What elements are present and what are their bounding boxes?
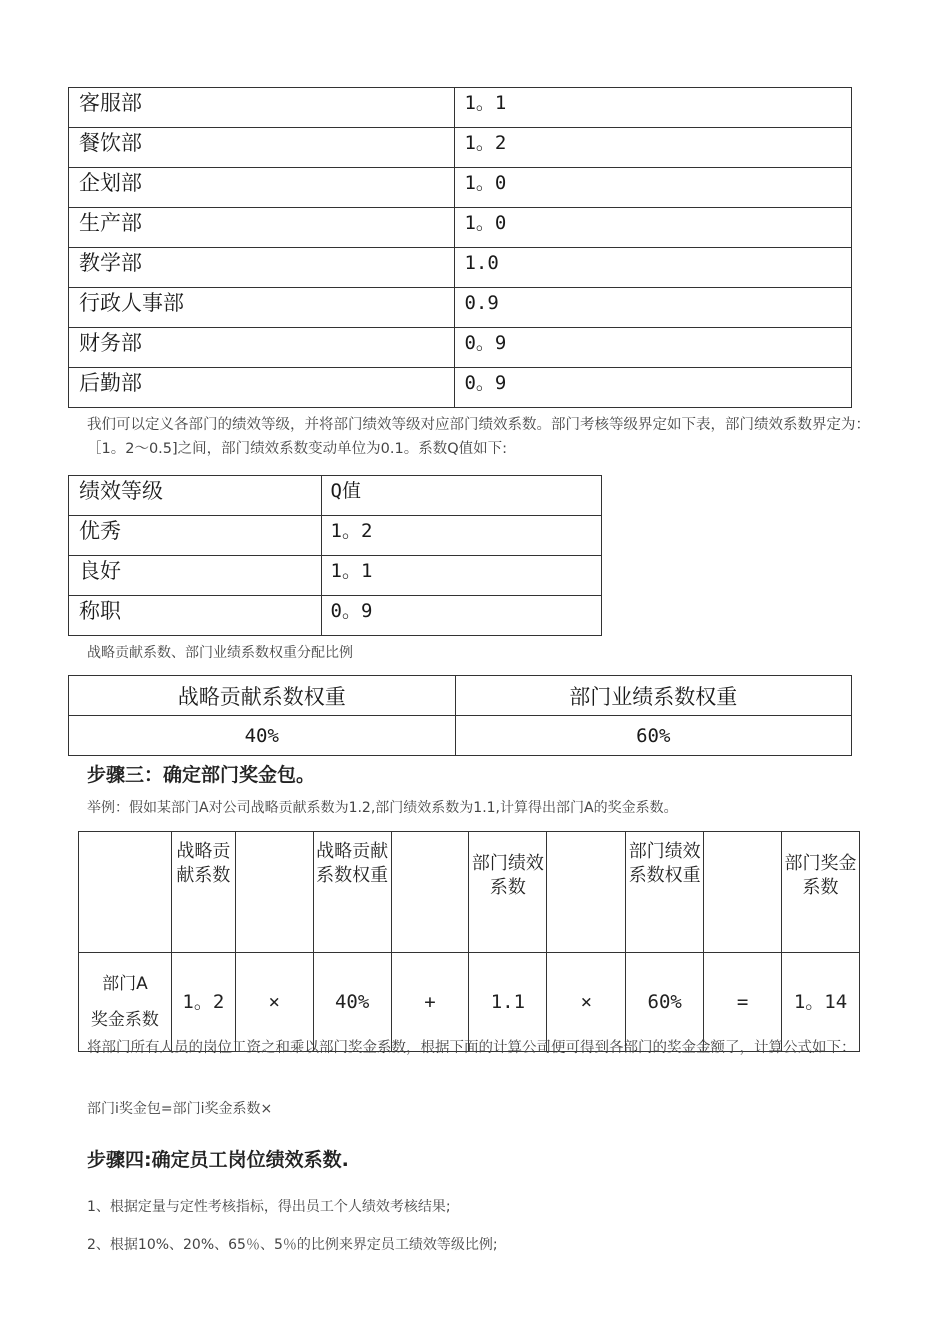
example-text: 举例：假如某部门A对公司战略贡献系数为1.2,部门绩效系数为1.1,计算得出部门A的奖金系数。 — [87, 800, 678, 816]
dept-name-cell: 企划部 — [69, 168, 455, 208]
dept-coef-cell: 1。0 — [455, 168, 852, 208]
dept-coef-cell: 1。1 — [455, 88, 852, 128]
grade-row — [69, 516, 602, 556]
step4-item-2: 2、根据10%、20%、65％、5％的比例来界定员工绩效等级比例; — [87, 1237, 498, 1253]
grade-q-cell: 0。9 — [321, 596, 601, 636]
calc-header-cell — [391, 832, 469, 953]
calc-header-cell — [79, 832, 172, 953]
calc-value-cell: × — [547, 953, 626, 1052]
dept-coefficient-table — [68, 87, 852, 408]
dept-coef-cell: 0.9 — [455, 288, 852, 328]
dept-name-cell: 后勤部 — [69, 368, 455, 408]
step3-heading: 步骤三：确定部门奖金包。 — [87, 764, 316, 786]
grade-row — [69, 556, 602, 596]
calc-header-row — [79, 832, 860, 953]
weight-value-performance: 60% — [455, 716, 852, 756]
grade-name-cell: 良好 — [69, 556, 322, 596]
dept-row — [69, 168, 852, 208]
weight-value-strategy: 40% — [69, 716, 456, 756]
dept-row — [69, 208, 852, 248]
dept-name-cell: 客服部 — [69, 88, 455, 128]
calc-header-cell: 部门奖金系数 — [782, 832, 860, 953]
dept-row — [69, 368, 852, 408]
dept-row — [69, 328, 852, 368]
bonus-formula-intro: 将部门所有人员的岗位工资之和乘以部门奖金系数，根据下面的计算公司便可得到各部门的奖金金额了，计算公式如下： — [87, 1040, 856, 1056]
dept-name-cell: 教学部 — [69, 248, 455, 288]
grade-name-cell: 称职 — [69, 596, 322, 636]
dept-coef-cell: 1。0 — [455, 208, 852, 248]
grade-header-cell: Q值 — [321, 476, 601, 516]
calc-value-cell: × — [235, 953, 313, 1052]
bonus-calculation-table — [78, 831, 860, 1052]
dept-coef-cell: 1。2 — [455, 128, 852, 168]
grade-header-row — [69, 476, 602, 516]
grade-row — [69, 596, 602, 636]
calc-value-cell: 60% — [626, 953, 704, 1052]
step4-heading: 步骤四:确定员工岗位绩效系数. — [87, 1149, 349, 1171]
bonus-formula: 部门i奖金包=部门i奖金系数× — [87, 1101, 273, 1117]
weight-header-strategy: 战略贡献系数权重 — [69, 676, 456, 716]
calc-header-cell: 战略贡献系数权重 — [313, 832, 391, 953]
dept-name-cell: 行政人事部 — [69, 288, 455, 328]
dept-row — [69, 128, 852, 168]
calc-value-cell: 1。14 — [782, 953, 860, 1052]
calc-value-cell: = — [704, 953, 782, 1052]
grade-q-table — [68, 475, 602, 636]
dept-name-cell: 餐饮部 — [69, 128, 455, 168]
dept-coef-cell: 0。9 — [455, 368, 852, 408]
calc-value-cell: 40% — [313, 953, 391, 1052]
weight-table — [68, 675, 852, 756]
calc-header-cell: 部门绩效系数 — [469, 832, 547, 953]
weight-caption: 战略贡献系数、部门业绩系数权重分配比例 — [87, 645, 353, 661]
calc-value-cell: 1.1 — [469, 953, 547, 1052]
weight-header-performance: 部门业绩系数权重 — [455, 676, 852, 716]
calc-value-cell: + — [391, 953, 469, 1052]
dept-row — [69, 288, 852, 328]
grade-name-cell: 优秀 — [69, 516, 322, 556]
grade-intro-paragraph: 我们可以定义各部门的绩效等级，并将部门绩效等级对应部门绩效系数。部门考核等级界定如下表，部门绩效系数界定为：［1。2～0.5]之间，部门绩效系数变动单位为0.1。系数Q值如下: — [87, 417, 870, 457]
dept-coef-cell: 0。9 — [455, 328, 852, 368]
dept-name-cell: 财务部 — [69, 328, 455, 368]
dept-name-cell: 生产部 — [69, 208, 455, 248]
dept-row — [69, 248, 852, 288]
calc-header-cell: 战略贡献系数 — [171, 832, 235, 953]
calc-header-cell — [704, 832, 782, 953]
step4-item-1: 1、根据定量与定性考核指标，得出员工个人绩效考核结果; — [87, 1199, 451, 1215]
dept-row — [69, 88, 852, 128]
grade-header-cell: 绩效等级 — [69, 476, 322, 516]
calc-row-label-line1: 部门A — [102, 974, 148, 994]
calc-header-cell — [547, 832, 626, 953]
dept-coef-cell: 1.0 — [455, 248, 852, 288]
grade-q-cell: 1。2 — [321, 516, 601, 556]
calc-header-cell — [235, 832, 313, 953]
calc-header-cell: 部门绩效系数权重 — [626, 832, 704, 953]
grade-q-cell: 1。1 — [321, 556, 601, 596]
calc-row-label-line2: 奖金系数 — [90, 1010, 159, 1030]
calc-value-cell: 1。2 — [171, 953, 235, 1052]
